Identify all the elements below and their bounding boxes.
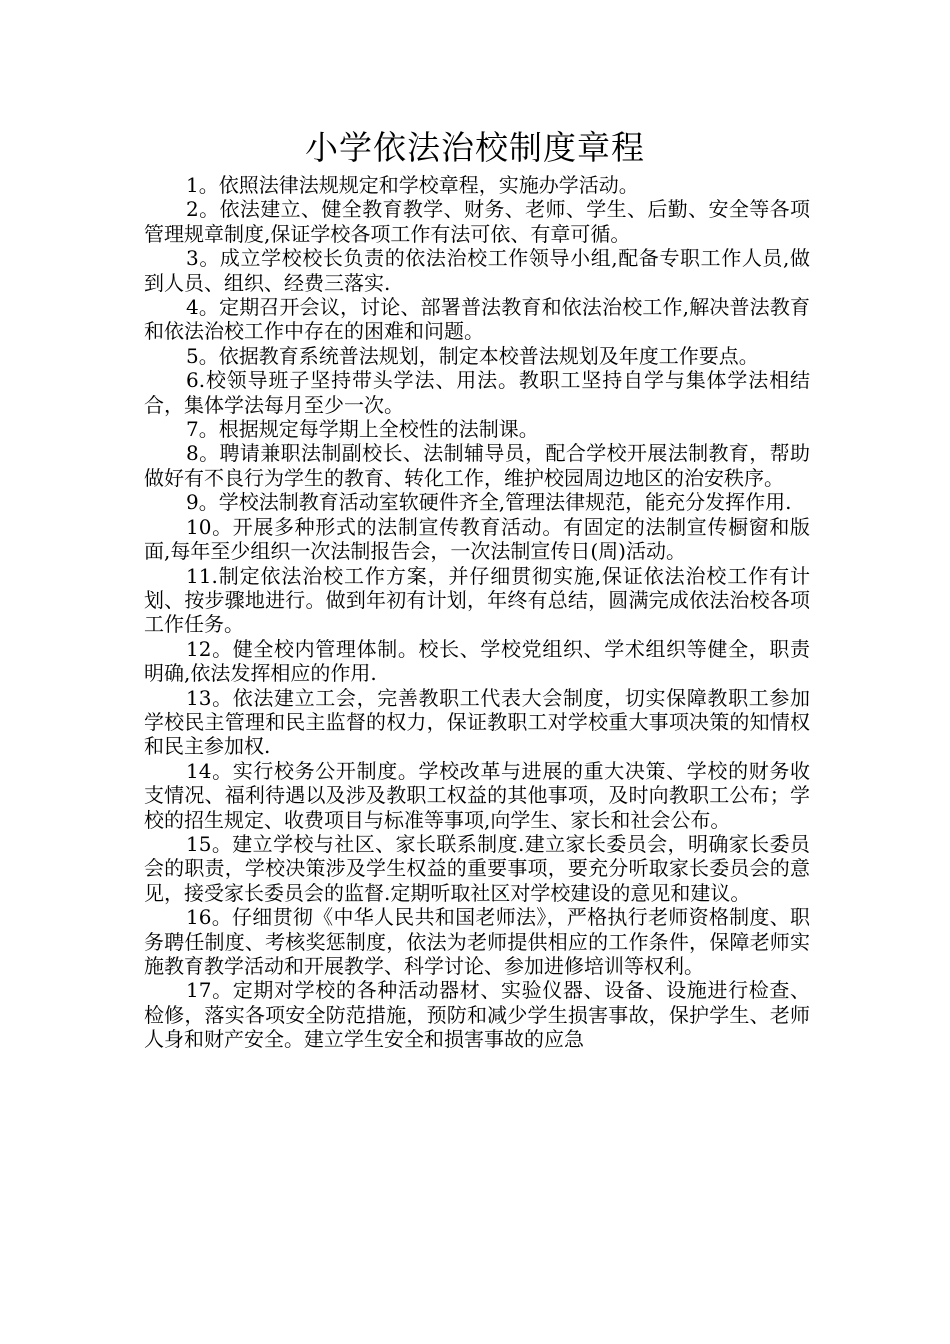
- paragraph-5: 5。依据教育系统普法规划，制定本校普法规划及年度工作要点。: [186, 343, 759, 368]
- paragraph-6: 6.校领导班子坚持带头学法、用法。教职工坚持自学与集体学法相结合，集体学法每月至少一次。: [144, 368, 810, 417]
- paragraph-2: 2。依法建立、健全教育教学、财务、老师、学生、后勤、安全等各项管理规章制度,保证学校各项工作有法可依、有章可循。: [144, 197, 810, 246]
- paragraph-14: 14。实行校务公开制度。学校改革与进展的重大决策、学校的财务收支情况、福利待遇以及涉及教职工权益的其他事项，及时向教职工公布；学校的招生规定、收费项目与标准等事项,向学生、家长和社会公布。: [144, 758, 810, 832]
- paragraph-1: 1。依照法律法规规定和学校章程，实施办学活动。: [186, 173, 639, 197]
- paragraph-3: 3。成立学校校长负责的依法治校工作领导小组,配备专职工作人员,做到人员、组织、经费三落实.: [144, 246, 810, 295]
- paragraph-12: 12。健全校内管理体制。校长、学校党组织、学术组织等健全，职责明确,依法发挥相应的作用.: [144, 636, 810, 686]
- paragraph-17: 17。定期对学校的各种活动器材、实验仪器、设备、设施进行检查、检修，落实各项安全防范措施，预防和减少学生损害事故，保护学生、老师人身和财产安全。建立学生安全和损害事故的应急: [144, 978, 810, 1052]
- paragraph-13: 13。依法建立工会，完善教职工代表大会制度，切实保障教职工参加学校民主管理和民主监督的权力，保证教职工对学校重大事项决策的知情权和民主参加权.: [144, 685, 810, 759]
- paragraph-16: 16。仔细贯彻《中华人民共和国老师法》，严格执行老师资格制度、职务聘任制度、考核奖惩制度，依法为老师提供相应的工作条件，保障老师实施教育教学活动和开展教学、科学讨论、参加进修培训等权利。: [144, 905, 810, 978]
- paragraph-9: 9。学校法制教育活动室软硬件齐全,管理法律规范，能充分发挥作用.: [186, 490, 792, 515]
- paragraph-4: 4。定期召开会议，讨论、部署普法教育和依法治校工作,解决普法教育和依法治校工作中存在的困难和问题。: [144, 295, 810, 344]
- paragraph-8: 8。聘请兼职法制副校长、法制辅导员，配合学校开展法制教育，帮助做好有不良行为学生的教育、转化工作，维护校园周边地区的治安秩序。: [144, 441, 810, 490]
- paragraph-10: 10。开展多种形式的法制宣传教育活动。有固定的法制宣传橱窗和版面,每年至少组织一次法制报告会，一次法制宣传日(周)活动。: [144, 514, 810, 564]
- paragraph-15: 15。建立学校与社区、家长联系制度.建立家长委员会，明确家长委员会的职责，学校决策涉及学生权益的重要事项，要充分听取家长委员会的意见，接受家长委员会的监督.定期听取社区对学校建设的意见和建议。: [144, 831, 810, 905]
- paragraph-11: 11.制定依法治校工作方案，并仔细贯彻实施,保证依法治校工作有计划、按步骤地进行。做到年初有计划，年终有总结，圆满完成依法治校各项工作任务。: [144, 563, 810, 637]
- paragraph-7: 7。根据规定每学期上全校性的法制课。: [186, 417, 539, 442]
- document-body: [144, 173, 810, 1052]
- document-title: 小学依法治校制度章程: [305, 128, 645, 167]
